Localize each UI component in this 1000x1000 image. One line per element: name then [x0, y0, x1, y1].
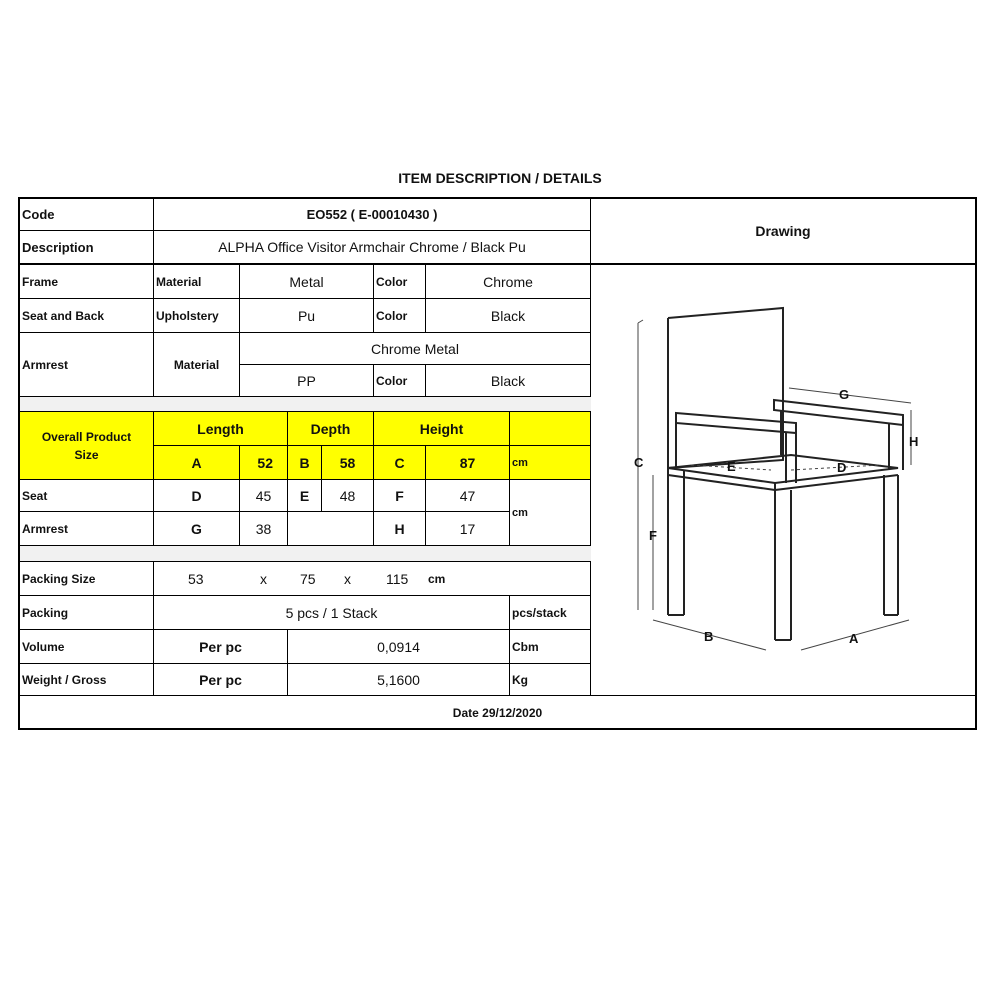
- e-value: 48: [322, 480, 374, 512]
- h-letter: H: [374, 512, 426, 546]
- packing-size-x2: x: [344, 570, 351, 587]
- code-label: Code: [18, 197, 154, 231]
- seat-back-color-label: Color: [374, 299, 426, 333]
- weight-per: Per pc: [154, 664, 288, 696]
- packing-size-v3: 115: [386, 570, 409, 587]
- frame-color-label: Color: [374, 265, 426, 299]
- g-letter: G: [154, 512, 240, 546]
- description-label: Description: [18, 231, 154, 265]
- chair-drawing: [591, 265, 975, 695]
- a-value: 52: [240, 446, 288, 480]
- seat-back-color-value: Black: [426, 299, 591, 333]
- volume-value: 0,0914: [288, 630, 510, 664]
- frame-material-label: Material: [154, 265, 240, 299]
- date-footer: Date 29/12/2020: [452, 706, 543, 720]
- weight-label: Weight / Gross: [18, 664, 154, 696]
- depth-header: Depth: [288, 412, 374, 446]
- code-value: EO552 ( E-00010430 ): [154, 197, 591, 231]
- c-letter: C: [374, 446, 426, 480]
- drawing-panel: [591, 265, 977, 696]
- f-value: 47: [426, 480, 510, 512]
- packing-size-unit: cm: [428, 571, 446, 586]
- frame-material-value: Metal: [240, 265, 374, 299]
- g-value: 38: [240, 512, 288, 546]
- armrest-material-top: Chrome Metal: [240, 333, 591, 365]
- dim-label-a: A: [849, 631, 859, 646]
- d-value: 45: [240, 480, 288, 512]
- packing-size-label: Packing Size: [18, 562, 154, 596]
- packing-size-v1: 53: [188, 570, 204, 587]
- chair-armrest-right: [774, 400, 903, 425]
- a-letter: A: [154, 446, 240, 480]
- volume-unit: Cbm: [510, 630, 591, 664]
- sheet-title: ITEM DESCRIPTION / DETAILS: [398, 170, 602, 186]
- overall-size-label: Overall Product Size: [18, 412, 154, 480]
- seat-back-upholstery-label: Upholstery: [154, 299, 240, 333]
- drawing-header: Drawing: [591, 197, 977, 265]
- h-value: 17: [426, 512, 510, 546]
- b-letter: B: [288, 446, 322, 480]
- chair-armrest-left: [676, 413, 796, 433]
- packing-size-x1: x: [260, 570, 267, 587]
- dim-label-g: G: [839, 387, 850, 402]
- seat-back-upholstery-value: Pu: [240, 299, 374, 333]
- seat-label: Seat: [18, 480, 154, 512]
- dim-label-h: H: [909, 434, 919, 449]
- description-value: ALPHA Office Visitor Armchair Chrome / Black Pu: [154, 231, 591, 265]
- armrest-color-label: Color: [374, 365, 426, 397]
- dim-label-e: E: [727, 459, 736, 474]
- armrest-size-label: Armrest: [18, 512, 154, 546]
- armrest-material-bottom: PP: [240, 365, 374, 397]
- height-header: Height: [374, 412, 510, 446]
- frame-label: Frame: [18, 265, 154, 299]
- d-letter: D: [154, 480, 240, 512]
- length-header: Length: [154, 412, 288, 446]
- e-letter: E: [288, 480, 322, 512]
- dim-label-f: F: [649, 528, 657, 543]
- packing-unit: pcs/stack: [510, 596, 591, 630]
- frame-color-value: Chrome: [426, 265, 591, 299]
- unit-header-blank: [510, 412, 591, 446]
- seat-armrest-unit: cm: [510, 480, 591, 546]
- overall-unit: cm: [510, 446, 591, 480]
- volume-per: Per pc: [154, 630, 288, 664]
- c-value: 87: [426, 446, 510, 480]
- packing-label: Packing: [18, 596, 154, 630]
- chair-backrest: [668, 308, 783, 468]
- dim-label-d: D: [837, 460, 847, 475]
- armrest-color-value: Black: [426, 365, 591, 397]
- spacer-row: [20, 397, 591, 412]
- f-letter: F: [374, 480, 426, 512]
- seat-back-label: Seat and Back: [18, 299, 154, 333]
- dim-label-c: C: [634, 455, 644, 470]
- packing-size-values: [154, 562, 591, 596]
- spacer-row-2: [20, 546, 591, 562]
- volume-label: Volume: [18, 630, 154, 664]
- b-value: 58: [322, 446, 374, 480]
- weight-unit: Kg: [510, 664, 591, 696]
- packing-size-v2: 75: [300, 570, 316, 587]
- armrest-material-label: Material: [154, 333, 240, 397]
- packing-value: 5 pcs / 1 Stack: [154, 596, 510, 630]
- weight-value: 5,1600: [288, 664, 510, 696]
- dim-label-b: B: [704, 629, 714, 644]
- armrest-blank: [288, 512, 374, 546]
- armrest-material-row-label: Armrest: [18, 333, 154, 397]
